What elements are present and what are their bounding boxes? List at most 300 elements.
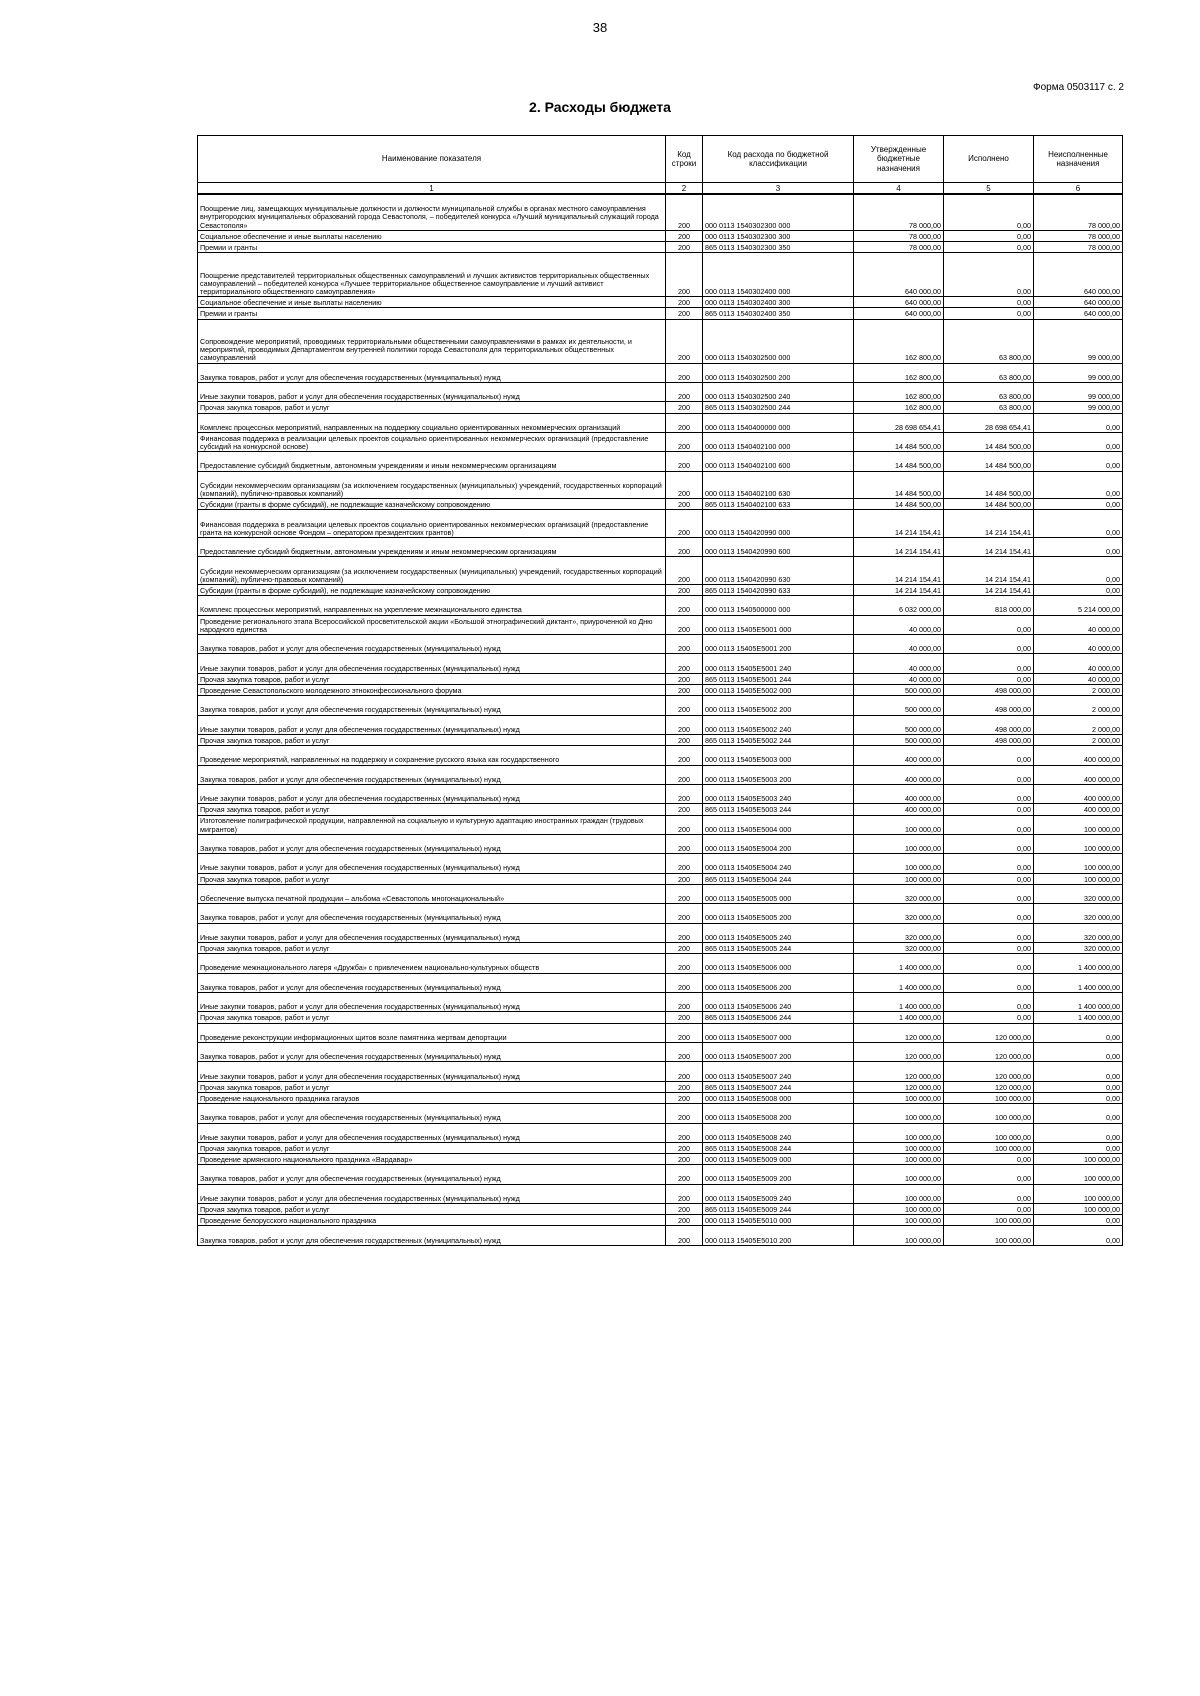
row-unexecuted: 99 000,00 xyxy=(1034,402,1123,413)
row-approved: 320 000,00 xyxy=(854,904,944,923)
row-executed: 818 000,00 xyxy=(944,596,1034,615)
row-unexecuted: 99 000,00 xyxy=(1034,363,1123,382)
row-code: 200 xyxy=(666,297,703,308)
row-code: 200 xyxy=(666,319,703,363)
row-unexecuted: 100 000,00 xyxy=(1034,1184,1123,1203)
row-approved: 14 214 154,41 xyxy=(854,585,944,596)
row-classification-code: 000 0113 15405Е5001 000 xyxy=(703,615,854,634)
table-row xyxy=(198,854,1123,873)
row-executed: 14 214 154,41 xyxy=(944,557,1034,585)
row-unexecuted: 0,00 xyxy=(1034,432,1123,451)
row-classification-code: 000 0113 1540302500 000 xyxy=(703,319,854,363)
page-number: 38 xyxy=(592,20,608,35)
row-executed: 120 000,00 xyxy=(944,1023,1034,1042)
table-row xyxy=(198,1062,1123,1081)
table-row xyxy=(198,1042,1123,1061)
row-classification-code: 000 0113 15405Е5004 000 xyxy=(703,815,854,834)
row-unexecuted: 100 000,00 xyxy=(1034,834,1123,853)
row-approved: 500 000,00 xyxy=(854,734,944,745)
header-name: Наименование показателя xyxy=(198,136,666,183)
table-row xyxy=(198,1184,1123,1203)
row-unexecuted: 2 000,00 xyxy=(1034,734,1123,745)
row-executed: 0,00 xyxy=(944,673,1034,684)
row-approved: 120 000,00 xyxy=(854,1062,944,1081)
row-executed: 14 484 500,00 xyxy=(944,471,1034,499)
row-classification-code: 000 0113 15405Е5007 200 xyxy=(703,1042,854,1061)
row-approved: 78 000,00 xyxy=(854,194,944,230)
row-code: 200 xyxy=(666,615,703,634)
row-approved: 162 800,00 xyxy=(854,319,944,363)
table-row xyxy=(198,308,1123,319)
row-approved: 100 000,00 xyxy=(854,1204,944,1215)
row-unexecuted: 78 000,00 xyxy=(1034,241,1123,252)
table-row xyxy=(198,884,1123,903)
row-name: Субсидии (гранты в форме субсидий), не подлежащие казначейскому сопровождению xyxy=(198,499,666,510)
row-approved: 400 000,00 xyxy=(854,765,944,784)
row-classification-code: 865 0113 1540302300 350 xyxy=(703,241,854,252)
row-classification-code: 000 0113 15405Е5002 200 xyxy=(703,696,854,715)
row-approved: 14 214 154,41 xyxy=(854,557,944,585)
table-row xyxy=(198,241,1123,252)
row-executed: 14 214 154,41 xyxy=(944,510,1034,538)
row-approved: 320 000,00 xyxy=(854,923,944,942)
row-executed: 0,00 xyxy=(944,230,1034,241)
row-unexecuted: 640 000,00 xyxy=(1034,308,1123,319)
row-classification-code: 000 0113 15405Е5001 240 xyxy=(703,654,854,673)
row-unexecuted: 320 000,00 xyxy=(1034,904,1123,923)
row-classification-code: 000 0113 1540402100 600 xyxy=(703,452,854,471)
row-unexecuted: 40 000,00 xyxy=(1034,654,1123,673)
row-name: Закупка товаров, работ и услуг для обеспечения государственных (муниципальных) нужд xyxy=(198,1165,666,1184)
row-code: 200 xyxy=(666,1042,703,1061)
row-name: Поощрение лиц, замещающих муниципальные должности и должности муниципальной службы в органах местного самоуправления внутригородских муниципальных образований города Севастополя, – победителей конкурса «Лучший муниципальный служащий города Севастополя» xyxy=(198,194,666,230)
header-executed: Исполнено xyxy=(944,136,1034,183)
row-classification-code: 000 0113 15405Е5008 000 xyxy=(703,1092,854,1103)
row-executed: 0,00 xyxy=(944,993,1034,1012)
row-code: 200 xyxy=(666,585,703,596)
row-executed: 14 484 500,00 xyxy=(944,452,1034,471)
row-code: 200 xyxy=(666,715,703,734)
row-approved: 100 000,00 xyxy=(854,1092,944,1103)
row-approved: 162 800,00 xyxy=(854,402,944,413)
row-code: 200 xyxy=(666,873,703,884)
row-executed: 100 000,00 xyxy=(944,1142,1034,1153)
row-name: Иные закупки товаров, работ и услуг для обеспечения государственных (муниципальных) нужд xyxy=(198,1184,666,1203)
row-unexecuted: 640 000,00 xyxy=(1034,297,1123,308)
table-row xyxy=(198,194,1123,230)
row-code: 200 xyxy=(666,973,703,992)
row-approved: 1 400 000,00 xyxy=(854,1012,944,1023)
row-approved: 640 000,00 xyxy=(854,253,944,297)
column-number: 2 xyxy=(666,183,703,195)
row-code: 200 xyxy=(666,1104,703,1123)
row-unexecuted: 1 400 000,00 xyxy=(1034,1012,1123,1023)
table-row xyxy=(198,297,1123,308)
row-name: Субсидии некоммерческим организациям (за исключением государственных (муниципальных) учреждений, государственных корпораций (компаний), публично-правовых компаний) xyxy=(198,471,666,499)
row-executed: 14 484 500,00 xyxy=(944,499,1034,510)
row-executed: 0,00 xyxy=(944,1184,1034,1203)
row-executed: 0,00 xyxy=(944,765,1034,784)
table-row xyxy=(198,432,1123,451)
row-approved: 14 484 500,00 xyxy=(854,432,944,451)
row-name: Закупка товаров, работ и услуг для обеспечения государственных (муниципальных) нужд xyxy=(198,1042,666,1061)
row-approved: 40 000,00 xyxy=(854,635,944,654)
row-code: 200 xyxy=(666,1123,703,1142)
table-row xyxy=(198,993,1123,1012)
row-executed: 14 484 500,00 xyxy=(944,432,1034,451)
row-classification-code: 000 0113 15405Е5005 240 xyxy=(703,923,854,942)
row-code: 200 xyxy=(666,746,703,765)
row-name: Проведение регионального этапа Всероссийской просветительской акции «Большой этнографический диктант», приуроченной ко Дню народного единства xyxy=(198,615,666,634)
row-unexecuted: 400 000,00 xyxy=(1034,784,1123,803)
table-row xyxy=(198,715,1123,734)
row-executed: 0,00 xyxy=(944,923,1034,942)
header-classification: Код расхода по бюджетной классификации xyxy=(703,136,854,183)
column-number: 1 xyxy=(198,183,666,195)
row-unexecuted: 0,00 xyxy=(1034,557,1123,585)
row-classification-code: 000 0113 1540402100 000 xyxy=(703,432,854,451)
row-executed: 498 000,00 xyxy=(944,715,1034,734)
row-unexecuted: 0,00 xyxy=(1034,1042,1123,1061)
row-executed: 0,00 xyxy=(944,954,1034,973)
row-unexecuted: 78 000,00 xyxy=(1034,194,1123,230)
row-name: Прочая закупка товаров, работ и услуг xyxy=(198,1142,666,1153)
row-classification-code: 865 0113 15405Е5002 244 xyxy=(703,734,854,745)
row-code: 200 xyxy=(666,884,703,903)
row-approved: 400 000,00 xyxy=(854,804,944,815)
row-executed: 0,00 xyxy=(944,615,1034,634)
row-code: 200 xyxy=(666,382,703,401)
table-row xyxy=(198,923,1123,942)
row-unexecuted: 40 000,00 xyxy=(1034,615,1123,634)
row-classification-code: 000 0113 1540420990 630 xyxy=(703,557,854,585)
table-row xyxy=(198,1204,1123,1215)
row-unexecuted: 2 000,00 xyxy=(1034,696,1123,715)
row-code: 200 xyxy=(666,557,703,585)
row-approved: 100 000,00 xyxy=(854,1184,944,1203)
row-approved: 162 800,00 xyxy=(854,363,944,382)
row-unexecuted: 1 400 000,00 xyxy=(1034,993,1123,1012)
row-classification-code: 000 0113 1540500000 000 xyxy=(703,596,854,615)
row-code: 200 xyxy=(666,596,703,615)
row-code: 200 xyxy=(666,1184,703,1203)
row-classification-code: 865 0113 1540302500 244 xyxy=(703,402,854,413)
row-unexecuted: 0,00 xyxy=(1034,1123,1123,1142)
table-row xyxy=(198,765,1123,784)
row-code: 200 xyxy=(666,696,703,715)
row-unexecuted: 0,00 xyxy=(1034,538,1123,557)
row-name: Закупка товаров, работ и услуг для обеспечения государственных (муниципальных) нужд xyxy=(198,904,666,923)
column-numbers-row xyxy=(198,183,1123,195)
column-number: 3 xyxy=(703,183,854,195)
row-name: Закупка товаров, работ и услуг для обеспечения государственных (муниципальных) нужд xyxy=(198,363,666,382)
row-unexecuted: 40 000,00 xyxy=(1034,635,1123,654)
row-name: Прочая закупка товаров, работ и услуг xyxy=(198,1081,666,1092)
table-row xyxy=(198,973,1123,992)
row-unexecuted: 400 000,00 xyxy=(1034,804,1123,815)
table-row xyxy=(198,684,1123,695)
row-name: Иные закупки товаров, работ и услуг для обеспечения государственных (муниципальных) нужд xyxy=(198,715,666,734)
row-name: Прочая закупка товаров, работ и услуг xyxy=(198,1012,666,1023)
row-approved: 14 214 154,41 xyxy=(854,510,944,538)
table-row xyxy=(198,834,1123,853)
row-unexecuted: 0,00 xyxy=(1034,1092,1123,1103)
row-unexecuted: 99 000,00 xyxy=(1034,319,1123,363)
row-classification-code: 865 0113 15405Е5007 244 xyxy=(703,1081,854,1092)
table-row xyxy=(198,635,1123,654)
table-row xyxy=(198,873,1123,884)
row-name: Закупка товаров, работ и услуг для обеспечения государственных (муниципальных) нужд xyxy=(198,834,666,853)
row-approved: 14 484 500,00 xyxy=(854,471,944,499)
row-name: Предоставление субсидий бюджетным, автономным учреждениям и иным некоммерческим организациям xyxy=(198,538,666,557)
row-name: Закупка товаров, работ и услуг для обеспечения государственных (муниципальных) нужд xyxy=(198,973,666,992)
row-unexecuted: 0,00 xyxy=(1034,413,1123,432)
table-row xyxy=(198,696,1123,715)
row-approved: 100 000,00 xyxy=(854,854,944,873)
row-code: 200 xyxy=(666,804,703,815)
row-classification-code: 865 0113 15405Е5006 244 xyxy=(703,1012,854,1023)
row-approved: 500 000,00 xyxy=(854,684,944,695)
row-code: 200 xyxy=(666,471,703,499)
row-code: 200 xyxy=(666,1165,703,1184)
row-unexecuted: 320 000,00 xyxy=(1034,923,1123,942)
row-code: 200 xyxy=(666,510,703,538)
row-name: Иные закупки товаров, работ и услуг для обеспечения государственных (муниципальных) нужд xyxy=(198,993,666,1012)
row-code: 200 xyxy=(666,241,703,252)
row-executed: 100 000,00 xyxy=(944,1123,1034,1142)
row-classification-code: 000 0113 1540302500 240 xyxy=(703,382,854,401)
row-classification-code: 865 0113 1540402100 633 xyxy=(703,499,854,510)
column-number: 6 xyxy=(1034,183,1123,195)
row-executed: 0,00 xyxy=(944,308,1034,319)
table-row xyxy=(198,499,1123,510)
row-executed: 0,00 xyxy=(944,253,1034,297)
row-classification-code: 000 0113 15405Е5003 000 xyxy=(703,746,854,765)
row-name: Финансовая поддержка в реализации целевых проектов социально ориентированных некоммерческих организаций (предоставление субсидий на конкурсной основе) xyxy=(198,432,666,451)
row-code: 200 xyxy=(666,943,703,954)
table-row xyxy=(198,1142,1123,1153)
row-classification-code: 000 0113 1540420990 600 xyxy=(703,538,854,557)
table-header-row xyxy=(198,136,1123,183)
row-code: 200 xyxy=(666,993,703,1012)
row-classification-code: 000 0113 15405Е5006 000 xyxy=(703,954,854,973)
row-executed: 63 800,00 xyxy=(944,382,1034,401)
row-executed: 100 000,00 xyxy=(944,1104,1034,1123)
row-approved: 162 800,00 xyxy=(854,382,944,401)
row-classification-code: 000 0113 15405Е5007 000 xyxy=(703,1023,854,1042)
row-unexecuted: 40 000,00 xyxy=(1034,673,1123,684)
row-approved: 100 000,00 xyxy=(854,834,944,853)
row-name: Иные закупки товаров, работ и услуг для обеспечения государственных (муниципальных) нужд xyxy=(198,1123,666,1142)
row-classification-code: 000 0113 1540302400 300 xyxy=(703,297,854,308)
row-approved: 1 400 000,00 xyxy=(854,973,944,992)
row-classification-code: 000 0113 15405Е5003 240 xyxy=(703,784,854,803)
row-executed: 0,00 xyxy=(944,834,1034,853)
row-approved: 14 484 500,00 xyxy=(854,499,944,510)
row-code: 200 xyxy=(666,784,703,803)
page-title: 2. Расходы бюджета xyxy=(529,99,671,115)
row-unexecuted: 100 000,00 xyxy=(1034,815,1123,834)
row-name: Прочая закупка товаров, работ и услуг xyxy=(198,734,666,745)
row-approved: 400 000,00 xyxy=(854,746,944,765)
table-row xyxy=(198,654,1123,673)
row-classification-code: 865 0113 15405Е5003 244 xyxy=(703,804,854,815)
row-name: Проведение армянского национального праздника «Вардавар» xyxy=(198,1154,666,1165)
row-unexecuted: 0,00 xyxy=(1034,1062,1123,1081)
form-label: Форма 0503117 с. 2 xyxy=(1032,82,1124,93)
table-row xyxy=(198,1012,1123,1023)
row-name: Закупка товаров, работ и услуг для обеспечения государственных (муниципальных) нужд xyxy=(198,1226,666,1245)
row-unexecuted: 100 000,00 xyxy=(1034,873,1123,884)
row-approved: 78 000,00 xyxy=(854,230,944,241)
row-classification-code: 000 0113 15405Е5001 200 xyxy=(703,635,854,654)
table-row xyxy=(198,904,1123,923)
row-classification-code: 000 0113 15405Е5006 200 xyxy=(703,973,854,992)
row-code: 200 xyxy=(666,194,703,230)
row-code: 200 xyxy=(666,654,703,673)
row-approved: 100 000,00 xyxy=(854,815,944,834)
row-code: 200 xyxy=(666,308,703,319)
row-executed: 0,00 xyxy=(944,904,1034,923)
row-unexecuted: 320 000,00 xyxy=(1034,884,1123,903)
row-name: Обеспечение выпуска печатной продукции – альбома «Севастополь многонациональный» xyxy=(198,884,666,903)
table-row xyxy=(198,746,1123,765)
row-executed: 0,00 xyxy=(944,194,1034,230)
row-code: 200 xyxy=(666,673,703,684)
row-code: 200 xyxy=(666,734,703,745)
row-unexecuted: 78 000,00 xyxy=(1034,230,1123,241)
row-name: Иные закупки товаров, работ и услуг для обеспечения государственных (муниципальных) нужд xyxy=(198,654,666,673)
row-code: 200 xyxy=(666,815,703,834)
table-row xyxy=(198,230,1123,241)
row-classification-code: 000 0113 15405Е5004 200 xyxy=(703,834,854,853)
row-name: Проведение мероприятий, направленных на поддержку и сохранение русского языка как государственного xyxy=(198,746,666,765)
row-classification-code: 000 0113 1540400000 000 xyxy=(703,413,854,432)
row-executed: 0,00 xyxy=(944,1154,1034,1165)
row-classification-code: 000 0113 15405Е5008 240 xyxy=(703,1123,854,1142)
row-name: Прочая закупка товаров, работ и услуг xyxy=(198,804,666,815)
row-executed: 28 698 654,41 xyxy=(944,413,1034,432)
table-row xyxy=(198,943,1123,954)
row-code: 200 xyxy=(666,413,703,432)
row-classification-code: 000 0113 15405Е5009 000 xyxy=(703,1154,854,1165)
row-executed: 0,00 xyxy=(944,654,1034,673)
header-code: Код строки xyxy=(666,136,703,183)
row-classification-code: 865 0113 15405Е5008 244 xyxy=(703,1142,854,1153)
row-name: Закупка товаров, работ и услуг для обеспечения государственных (муниципальных) нужд xyxy=(198,635,666,654)
row-executed: 63 800,00 xyxy=(944,363,1034,382)
row-classification-code: 000 0113 15405Е5002 240 xyxy=(703,715,854,734)
row-approved: 640 000,00 xyxy=(854,297,944,308)
row-name: Комплекс процессных мероприятий, направленных на укрепление межнационального единства xyxy=(198,596,666,615)
row-unexecuted: 5 214 000,00 xyxy=(1034,596,1123,615)
row-approved: 100 000,00 xyxy=(854,1142,944,1153)
row-executed: 498 000,00 xyxy=(944,684,1034,695)
row-classification-code: 865 0113 15405Е5001 244 xyxy=(703,673,854,684)
row-classification-code: 000 0113 1540302300 300 xyxy=(703,230,854,241)
row-code: 200 xyxy=(666,1012,703,1023)
row-approved: 320 000,00 xyxy=(854,884,944,903)
row-code: 200 xyxy=(666,538,703,557)
table-row xyxy=(198,804,1123,815)
row-code: 200 xyxy=(666,904,703,923)
row-unexecuted: 320 000,00 xyxy=(1034,943,1123,954)
row-name: Комплекс процессных мероприятий, направленных на поддержку социально ориентированных некоммерческих организаций xyxy=(198,413,666,432)
row-classification-code: 865 0113 1540302400 350 xyxy=(703,308,854,319)
row-executed: 0,00 xyxy=(944,746,1034,765)
row-code: 200 xyxy=(666,230,703,241)
row-executed: 0,00 xyxy=(944,1165,1034,1184)
row-executed: 0,00 xyxy=(944,635,1034,654)
table-row xyxy=(198,596,1123,615)
row-unexecuted: 400 000,00 xyxy=(1034,746,1123,765)
table-row xyxy=(198,1081,1123,1092)
row-classification-code: 000 0113 15405Е5005 000 xyxy=(703,884,854,903)
row-code: 200 xyxy=(666,432,703,451)
row-classification-code: 000 0113 15405Е5010 200 xyxy=(703,1226,854,1245)
row-approved: 28 698 654,41 xyxy=(854,413,944,432)
row-name: Финансовая поддержка в реализации целевых проектов социально ориентированных некоммерческих организаций (предоставление гранта на конкурсной основе Фондом – оператором президентских грантов) xyxy=(198,510,666,538)
row-classification-code: 000 0113 1540302500 200 xyxy=(703,363,854,382)
row-name: Поощрение представителей территориальных общественных самоуправлений и лучших активистов территориальных общественных самоуправлений – победителей конкурса «Лучшее территориальное общественное самоуправление и лучший активист территориального общественного самоуправления» xyxy=(198,253,666,297)
row-classification-code: 865 0113 1540420990 633 xyxy=(703,585,854,596)
row-name: Иные закупки товаров, работ и услуг для обеспечения государственных (муниципальных) нужд xyxy=(198,1062,666,1081)
row-executed: 14 214 154,41 xyxy=(944,585,1034,596)
row-approved: 1 400 000,00 xyxy=(854,993,944,1012)
table-row xyxy=(198,557,1123,585)
row-unexecuted: 2 000,00 xyxy=(1034,715,1123,734)
row-unexecuted: 0,00 xyxy=(1034,499,1123,510)
row-unexecuted: 0,00 xyxy=(1034,452,1123,471)
table-row xyxy=(198,510,1123,538)
table-row xyxy=(198,1123,1123,1142)
row-approved: 40 000,00 xyxy=(854,654,944,673)
row-name: Субсидии (гранты в форме субсидий), не подлежащие казначейскому сопровождению xyxy=(198,585,666,596)
row-approved: 40 000,00 xyxy=(854,615,944,634)
row-unexecuted: 0,00 xyxy=(1034,1104,1123,1123)
row-unexecuted: 0,00 xyxy=(1034,1081,1123,1092)
row-classification-code: 000 0113 1540402100 630 xyxy=(703,471,854,499)
row-approved: 500 000,00 xyxy=(854,696,944,715)
row-name: Изготовление полиграфической продукции, направленной на социальную и культурную адаптацию иностранных граждан (трудовых мигрантов) xyxy=(198,815,666,834)
row-name: Проведение национального праздника гагаузов xyxy=(198,1092,666,1103)
row-name: Закупка товаров, работ и услуг для обеспечения государственных (муниципальных) нужд xyxy=(198,765,666,784)
row-executed: 100 000,00 xyxy=(944,1092,1034,1103)
row-executed: 63 800,00 xyxy=(944,319,1034,363)
header-unexecuted: Неисполненные назначения xyxy=(1034,136,1123,183)
row-executed: 63 800,00 xyxy=(944,402,1034,413)
budget-expenses-table xyxy=(197,135,1123,1246)
row-code: 200 xyxy=(666,954,703,973)
table-row xyxy=(198,253,1123,297)
row-classification-code: 000 0113 1540420990 000 xyxy=(703,510,854,538)
table-row xyxy=(198,413,1123,432)
row-approved: 14 484 500,00 xyxy=(854,452,944,471)
table-row xyxy=(198,1215,1123,1226)
header-approved: Утвержденные бюджетные назначения xyxy=(854,136,944,183)
row-executed: 0,00 xyxy=(944,973,1034,992)
table-row xyxy=(198,319,1123,363)
row-name: Сопровождение мероприятий, проводимых территориальными общественными самоуправлениями в рамках их деятельности, и мероприятий, проводимых Департаментом внутренней политики города Севастополя для территориальных общественных самоуправлений xyxy=(198,319,666,363)
row-classification-code: 000 0113 15405Е5007 240 xyxy=(703,1062,854,1081)
row-code: 200 xyxy=(666,253,703,297)
row-unexecuted: 0,00 xyxy=(1034,1226,1123,1245)
row-executed: 100 000,00 xyxy=(944,1226,1034,1245)
row-classification-code: 000 0113 15405Е5003 200 xyxy=(703,765,854,784)
row-name: Премии и гранты xyxy=(198,308,666,319)
row-name: Проведение реконструкции информационных щитов возле памятника жертвам депортации xyxy=(198,1023,666,1042)
row-executed: 100 000,00 xyxy=(944,1215,1034,1226)
